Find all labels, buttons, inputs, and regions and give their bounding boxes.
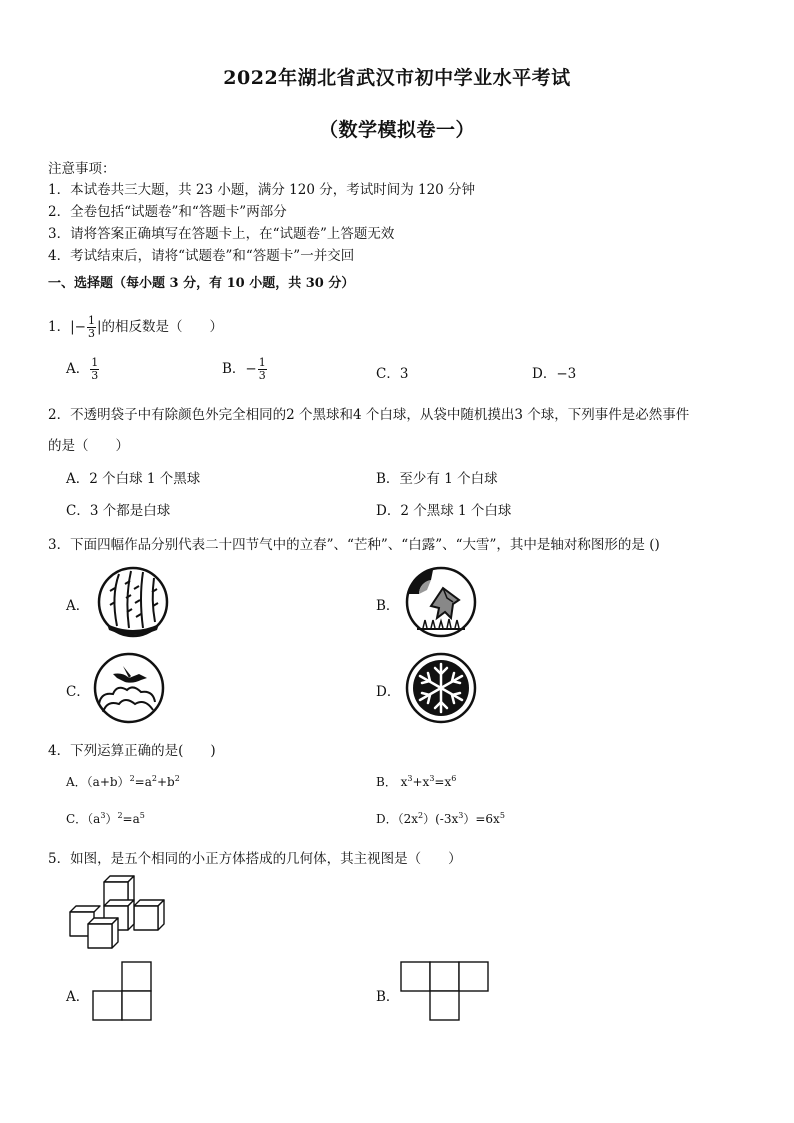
- question-5-stem: 5．如图，是五个相同的小正方体搭成的几何体，其主视图是（ ）: [48, 851, 462, 867]
- grain-in-ear-icon: [405, 566, 477, 638]
- denominator: 3: [87, 327, 95, 340]
- q1-option-a: [66, 356, 100, 382]
- q2-option-d: D．2 个黑球 1 个白球: [376, 503, 512, 519]
- note-item-3: 3．请将答案正确填写在答题卡上，在“试题卷”上答题无效: [48, 226, 395, 242]
- q5-option-a-label: A．: [66, 989, 90, 1005]
- spring-willow-icon: [97, 566, 169, 638]
- option-label: B．−: [222, 361, 257, 377]
- note-item-1: 1．本试卷共三大题，共 23 小题，满分 120 分，考试时间为 120 分钟: [48, 182, 476, 198]
- numerator: 1: [87, 314, 95, 327]
- expr-part: +b: [156, 775, 175, 789]
- notes-heading: 注意事项：: [48, 161, 116, 177]
- expr-part: =a: [122, 812, 140, 826]
- heavy-snow-icon: [405, 652, 477, 724]
- question-2-line1: 2．不透明袋子中有除颜色外完全相同的2 个黑球和4 个白球，从袋中随机摸出3 个球，下列事件是必然事件: [48, 407, 690, 423]
- q3-option-b-label: B．: [376, 598, 400, 614]
- denominator: 3: [91, 369, 99, 382]
- expr-part: +x: [412, 775, 430, 789]
- section-heading: 一、选择题（每小题 3 分，有 10 小题，共 30 分）: [48, 276, 355, 291]
- expr-part: ）(-3x: [423, 812, 459, 826]
- question-1-stem: [48, 314, 223, 340]
- exponent: 3: [407, 774, 413, 783]
- q5-option-b-figure: [400, 961, 490, 1023]
- expr-part: B． x: [376, 775, 408, 789]
- numerator: 1: [258, 356, 266, 369]
- denominator: 3: [258, 369, 266, 382]
- exponent: 5: [139, 811, 145, 820]
- exponent: 3: [429, 774, 435, 783]
- q3-option-c-label: C．: [66, 684, 90, 700]
- expr-part: ）=6x: [463, 812, 500, 826]
- cube-stack-figure: [66, 874, 168, 958]
- fraction: [258, 357, 267, 382]
- q4-option-a: [66, 773, 180, 790]
- q4-option-b: [376, 773, 456, 790]
- q4-option-c: [66, 810, 145, 827]
- expr-part: D．（2x: [376, 812, 419, 826]
- fraction: [87, 315, 96, 340]
- expr-part: =x: [434, 775, 452, 789]
- q2-option-c: C．3 个都是白球: [66, 503, 171, 519]
- stem-tail: |的相反数是（ ）: [96, 319, 224, 335]
- expr-part: A．（a+b）: [66, 775, 130, 789]
- option-label: A．: [66, 361, 90, 377]
- q1-option-b: [222, 356, 268, 382]
- exponent: 3: [458, 811, 464, 820]
- fraction: [90, 357, 99, 382]
- q1-option-d: D．−3: [532, 366, 577, 382]
- exponent: 2: [418, 811, 424, 820]
- expr-part: =a: [134, 775, 152, 789]
- exponent: 2: [174, 774, 180, 783]
- q3-option-d-label: D．: [376, 684, 401, 700]
- page-title: 2022年湖北省武汉市初中学业水平考试: [223, 67, 571, 89]
- question-3-stem: 3．下面四幅作品分别代表二十四节气中的立春”、“芒种”、“白露”、“大雪”，其中是轴对称图形的是 (): [48, 537, 660, 553]
- question-2-line2: 的是（ ）: [48, 438, 129, 454]
- q3-option-a-label: A．: [66, 598, 90, 614]
- q2-option-a: A．2 个白球 1 个黑球: [66, 471, 201, 487]
- white-dew-icon: [93, 652, 165, 724]
- exponent: 2: [117, 811, 123, 820]
- q5-option-b-label: B．: [376, 989, 400, 1005]
- q4-option-d: [376, 810, 505, 827]
- exponent: 3: [100, 811, 106, 820]
- question-4-stem: 4．下列运算正确的是( ): [48, 743, 216, 759]
- exponent: 6: [451, 774, 457, 783]
- expr-part: ）: [105, 812, 118, 826]
- note-item-4: 4．考试结束后，请将“试题卷”和“答题卡”一并交回: [48, 248, 355, 264]
- q2-option-b: B．至少有 1 个白球: [376, 471, 498, 487]
- exponent: 2: [129, 774, 135, 783]
- abs-open: |−: [70, 319, 86, 335]
- expr-part: C．（a: [66, 812, 101, 826]
- exponent: 5: [499, 811, 505, 820]
- note-item-2: 2．全卷包括“试题卷”和“答题卡”两部分: [48, 204, 287, 220]
- exponent: 2: [151, 774, 157, 783]
- q5-option-a-figure: [92, 961, 152, 1023]
- page-subtitle: （数学模拟卷一）: [318, 119, 475, 141]
- question-number: 1．: [48, 319, 71, 335]
- q1-option-c: C．3: [376, 366, 409, 382]
- numerator: 1: [91, 356, 99, 369]
